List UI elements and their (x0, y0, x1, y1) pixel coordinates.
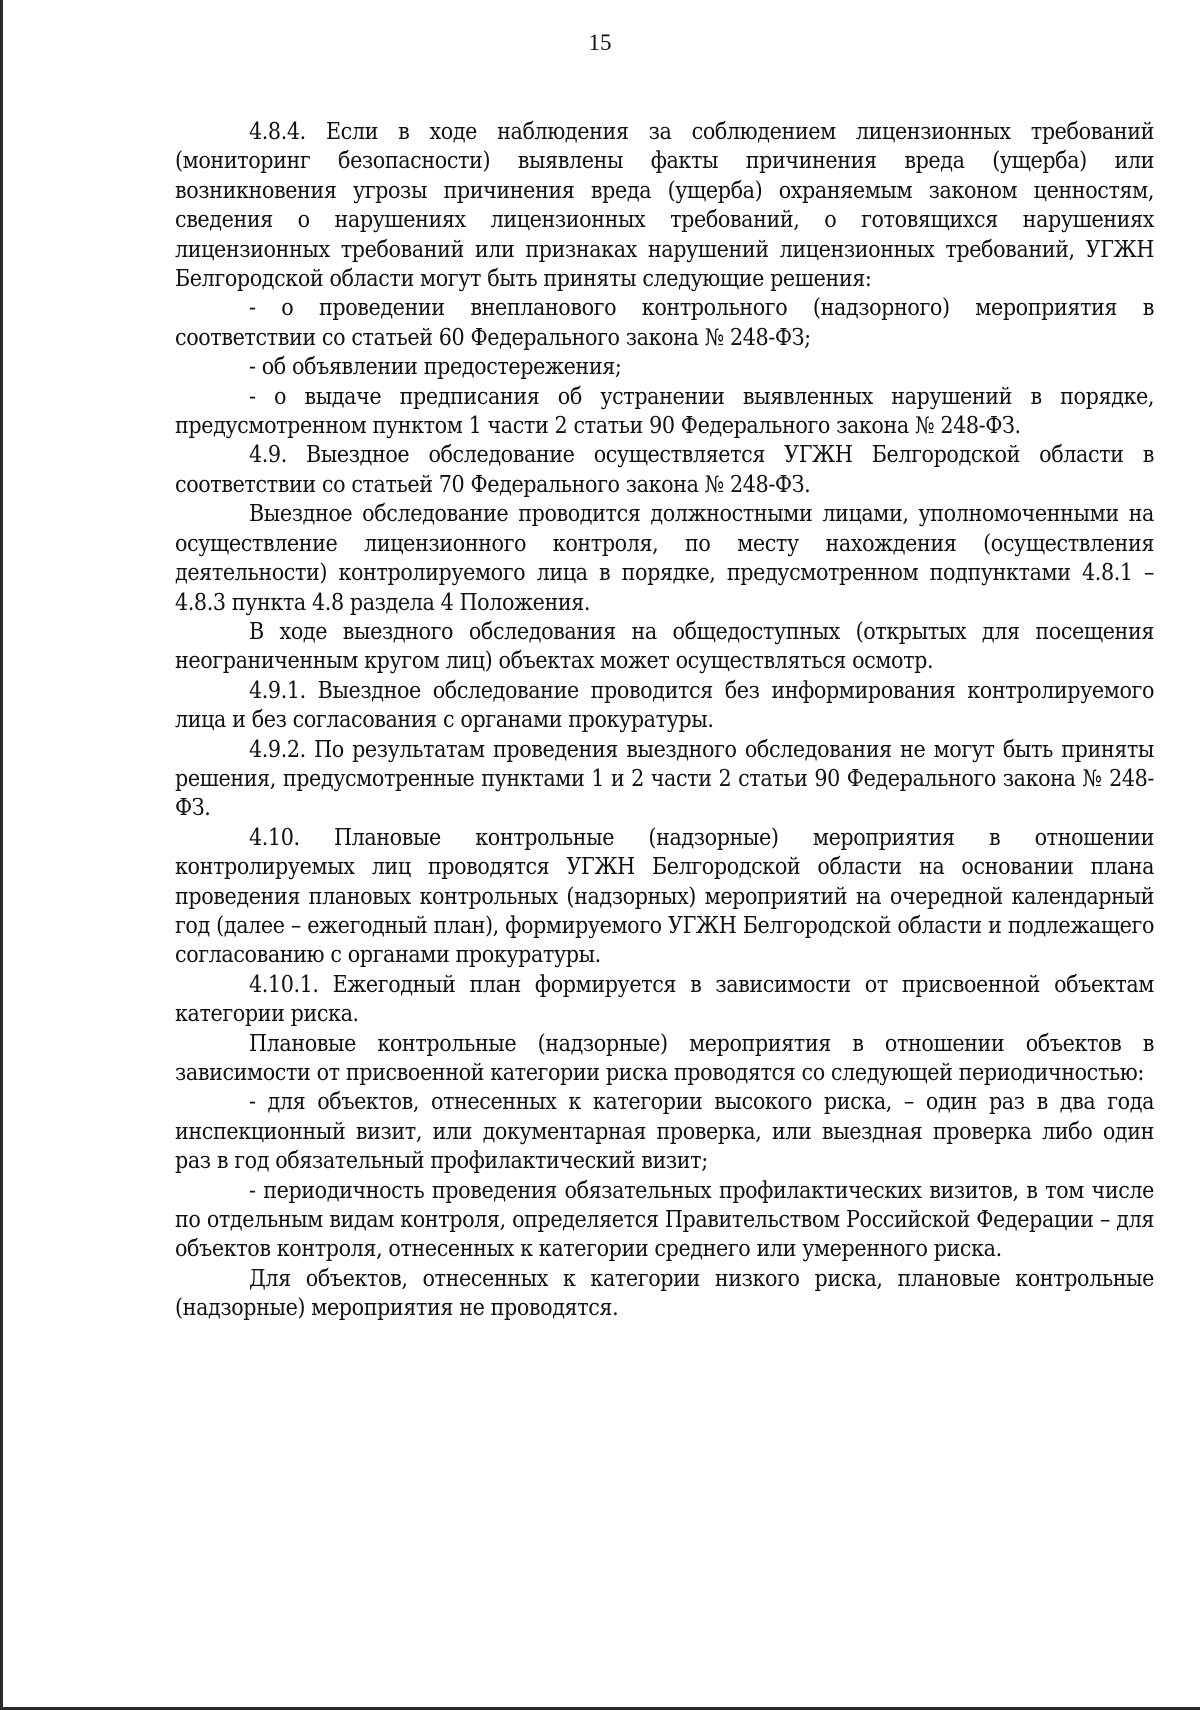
paragraph-4-10-1: 4.10.1. Ежегодный план формируется в зависимости от присвоенной объектам категории риска. (175, 971, 1154, 1028)
paragraph-field-survey-inspection: В ходе выездного обследования на общедоступных (открытых для посещения неограниченным кругом лиц) объектах может осуществляться осмотр. (175, 618, 1154, 675)
list-item-high-risk: - для объектов, отнесенных к категории высокого риска, – один раз в два года инспекционный визит, или документарная проверка, или выездная проверка либо один раз в год обязательный профилактический визит; (175, 1089, 1154, 1175)
document-body (175, 118, 1154, 1324)
scan-edge-left (0, 0, 3, 1710)
page-number: 15 (588, 30, 612, 55)
paragraph-4-9-1: 4.9.1. Выездное обследование проводится без информирования контролируемого лица и без согласования с органами прокуратуры. (175, 677, 1154, 734)
list-item-warning: - об объявлении предостережения; (249, 354, 622, 381)
paragraph-field-survey-officials: Выездное обследование проводится должностными лицами, уполномоченными на осуществление лицензионного контроля, по месту нахождения (осуществления деятельности) контролируемого лица в порядке, предусмотренном подпунктами 4.8.1 – 4.8.3 пункта 4.8 раздела 4 Положения. (175, 501, 1154, 616)
list-item-order: - о выдаче предписания об устранении выявленных нарушений в порядке, предусмотренном пунктом 1 части 2 статьи 90 Федерального закона № 248-ФЗ. (175, 383, 1154, 440)
paragraph-4-9-2: 4.9.2. По результатам проведения выездного обследования не могут быть приняты решения, предусмотренные пунктами 1 и 2 части 2 статьи 90 Федерального закона № 248-ФЗ. (175, 736, 1154, 822)
paragraph-4-8-4: 4.8.4. Если в ходе наблюдения за соблюдением лицензионных требований (мониторинг безопасности) выявлены факты причинения вреда (ущерба) или возникновения угрозы причинения вреда (ущерба) охраняемым законом ценностям, сведения о нарушениях лицензионных требований, о готовящихся нарушениях лицензионных требований или признаках нарушений лицензионных требований, УГЖН Белгородской области могут быть приняты следующие решения: (175, 119, 1154, 293)
paragraph-4-9: 4.9. Выездное обследование осуществляется УГЖН Белгородской области в соответствии со статьей 70 Федерального закона № 248-ФЗ. (175, 442, 1154, 498)
paragraph-planned-periodicity: Плановые контрольные (надзорные) мероприятия в отношении объектов в зависимости от присвоенной категории риска проводятся со следующей периодичностью: (175, 1030, 1154, 1086)
list-item-unscheduled-inspection: - о проведении внепланового контрольного (надзорного) мероприятия в соответствии со статьей 60 Федерального закона № 248-ФЗ; (175, 295, 1154, 351)
paragraph-low-risk: Для объектов, отнесенных к категории низкого риска, плановые контрольные (надзорные) мероприятия не проводятся. (175, 1265, 1154, 1322)
list-item-medium-risk: - периодичность проведения обязательных профилактических визитов, в том числе по отдельным видам контроля, определяется Правительством Российской Федерации – для объектов контроля, отнесенных к категории среднего или умеренного риска. (175, 1177, 1154, 1263)
paragraph-4-10: 4.10. Плановые контрольные (надзорные) мероприятия в отношении контролируемых лиц проводятся УГЖН Белгородской области на основании плана проведения плановых контрольных (надзорных) мероприятий на очередной календарный год (далее – ежегодный план), формируемого УГЖН Белгородской области и подлежащего согласованию с органами прокуратуры. (175, 824, 1154, 969)
